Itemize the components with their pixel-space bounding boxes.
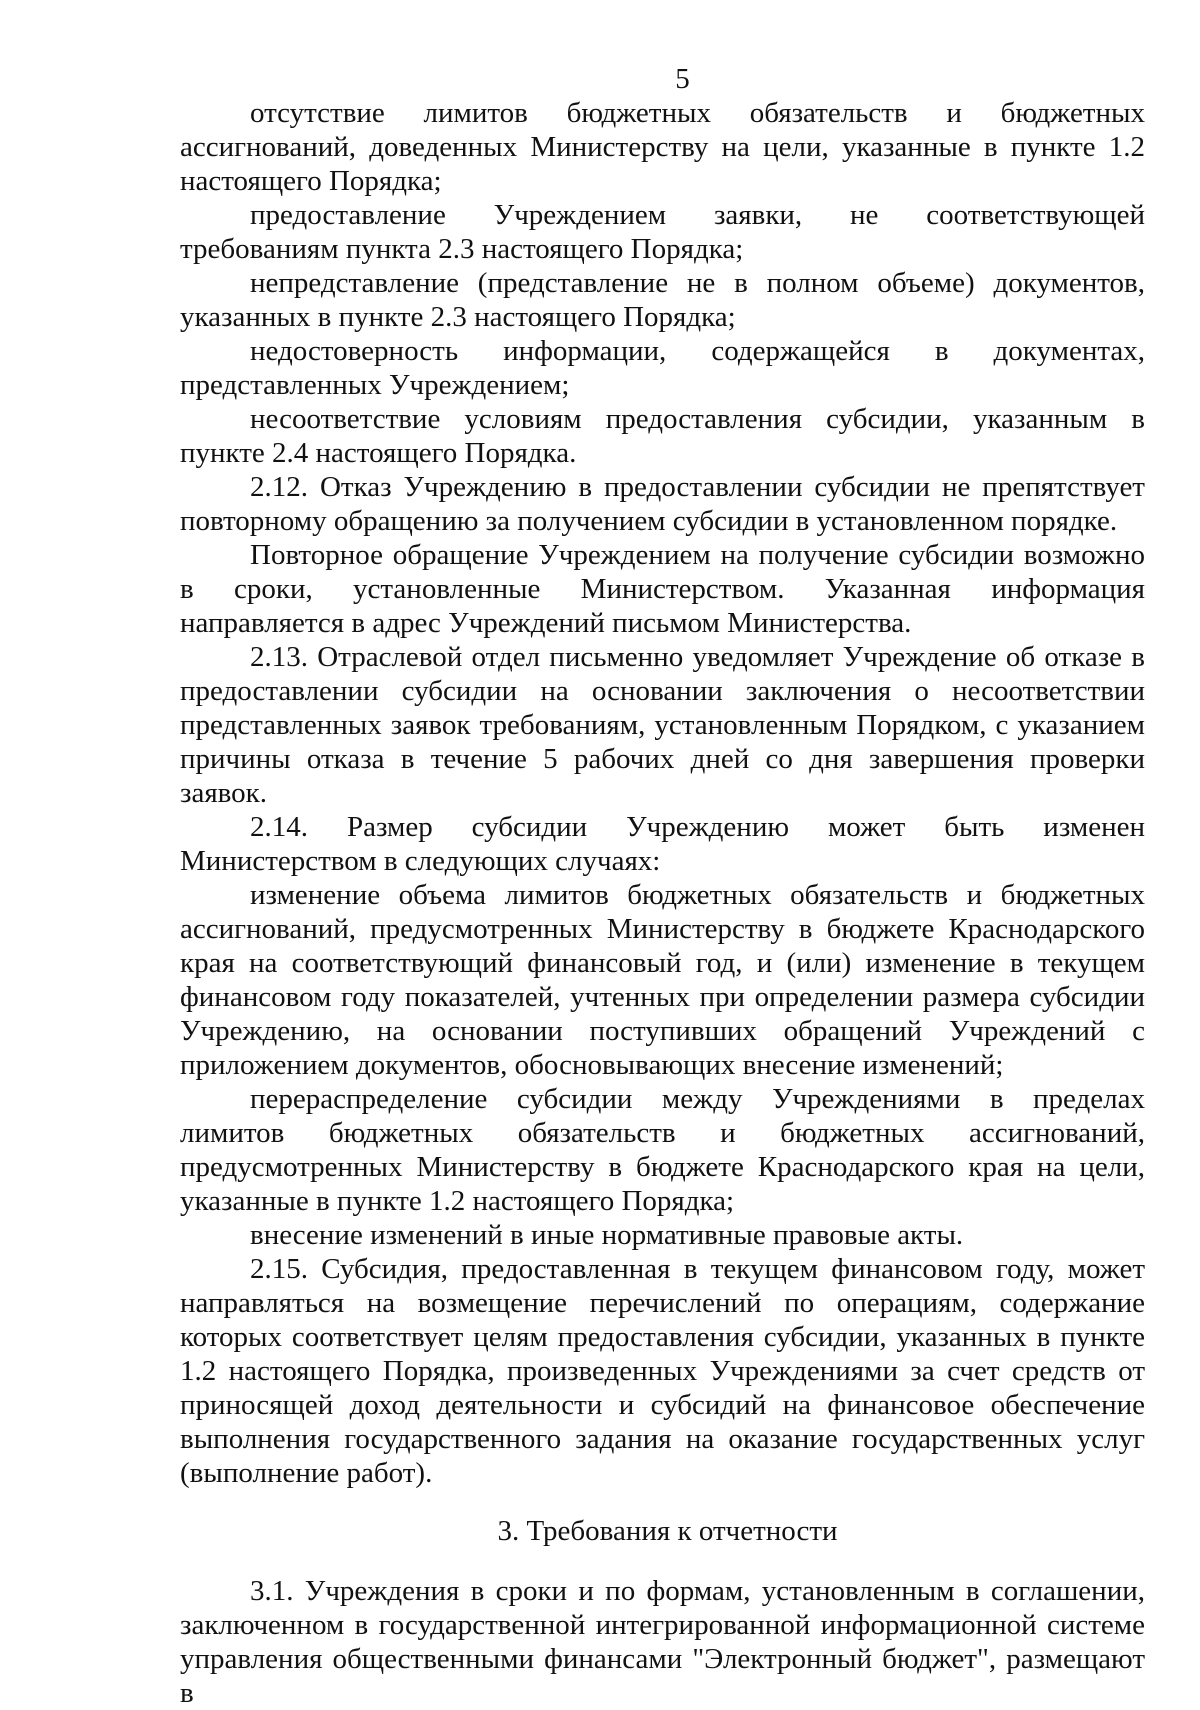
paragraph: недостоверность информации, содержащейся в документах, представленных Учреждением; — [180, 335, 1145, 401]
paragraph: перераспределение субсидии между Учреждениями в пределах лимитов бюджетных обязательств и бюджетных ассигнований, предусмотренных Министерству в бюджете Краснодарского края на цели, указанные в пункте 1.2 настоящего Порядка; — [180, 1083, 1145, 1217]
document-page — [180, 62, 1145, 1710]
paragraph: изменение объема лимитов бюджетных обязательств и бюджетных ассигнований, предусмотренных Министерству в бюджете Краснодарского края на соответствующий финансовый год, и (или) изменение в текущем финансовом году показателей, учтенных при определении размера субсидии Учреждению, на основании поступивших обращений Учреждений с приложением документов, обосновывающих внесение изменений; — [180, 879, 1145, 1081]
section-heading: 3. Требования к отчетности — [497, 1515, 838, 1547]
paragraph: предоставление Учреждением заявки, не соответствующей требованиям пункта 2.3 настоящего Порядка; — [180, 199, 1145, 265]
paragraph: внесение изменений в иные нормативные правовые акты. — [250, 1219, 964, 1251]
paragraph: несоответствие условиям предоставления субсидии, указанным в пункте 2.4 настоящего Порядка. — [180, 403, 1145, 469]
paragraph-2-15: 2.15. Субсидия, предоставленная в текущем финансовом году, может направляться на возмещение перечислений по операциям, содержание которых соответствует целям предоставления субсидии, указанных в пункте 1.2 настоящего Порядка, произведенных Учреждениями за счет средств от приносящей доход деятельности и субсидий на финансовое обеспечение выполнения государственного задания на оказание государственных услуг (выполнение работ). — [180, 1253, 1145, 1489]
paragraph: непредставление (представление не в полном объеме) документов, указанных в пункте 2.3 настоящего Порядка; — [180, 267, 1145, 333]
paragraph-2-13: 2.13. Отраслевой отдел письменно уведомляет Учреждение об отказе в предоставлении субсидии на основании заключения о несоответствии представленных заявок требованиям, установленным Порядком, с указанием причины отказа в течение 5 рабочих дней со дня завершения проверки заявок. — [180, 641, 1145, 809]
paragraph-2-12: 2.12. Отказ Учреждению в предоставлении субсидии не препятствует повторному обращению за получением субсидии в установленном порядке. — [180, 471, 1145, 537]
page-number: 5 — [675, 63, 690, 95]
paragraph-2-14: 2.14. Размер субсидии Учреждению может быть изменен Министерством в следующих случаях: — [180, 811, 1145, 877]
paragraph: отсутствие лимитов бюджетных обязательств и бюджетных ассигнований, доведенных Министерству на цели, указанные в пункте 1.2 настоящего Порядка; — [180, 97, 1145, 197]
paragraph: Повторное обращение Учреждением на получение субсидии возможно в сроки, установленные Министерством. Указанная информация направляется в адрес Учреждений письмом Министерства. — [180, 539, 1145, 639]
paragraph-3-1: 3.1. Учреждения в сроки и по формам, установленным в соглашении, заключенном в государственной интегрированной информационной системе управления общественными финансами "Электронный бюджет", размещают в — [180, 1575, 1145, 1709]
